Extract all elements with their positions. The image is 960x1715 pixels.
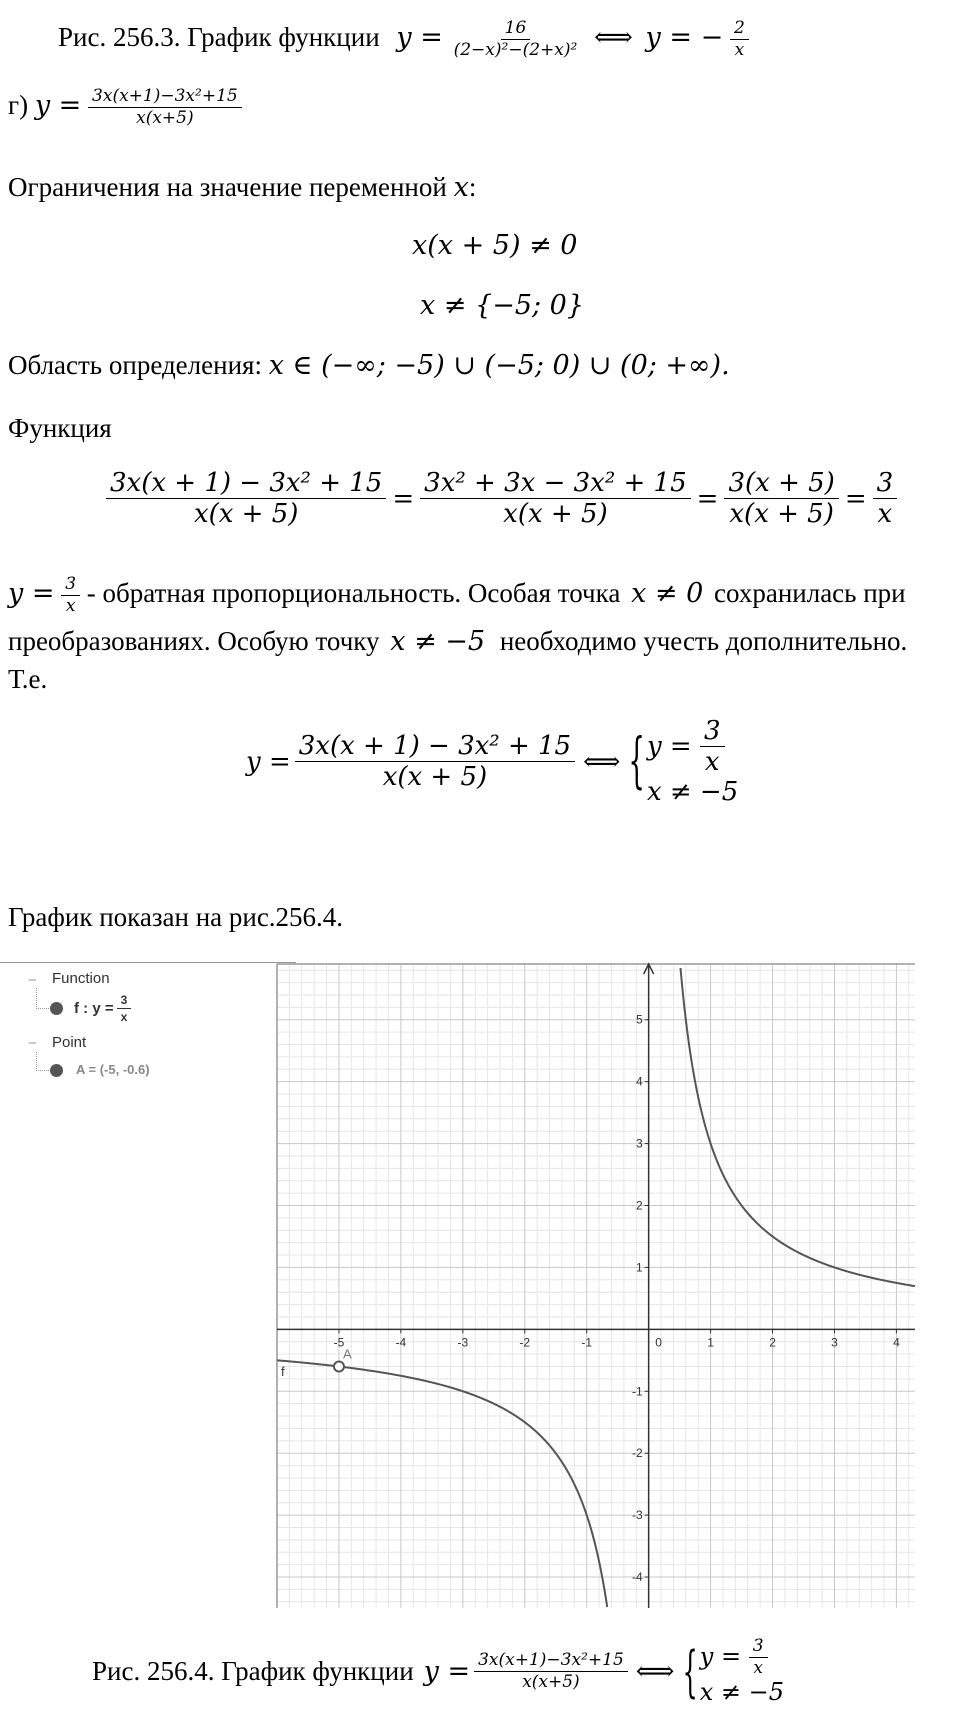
fraction-denominator: x xyxy=(65,595,76,616)
fraction-numerator: 3 xyxy=(117,994,132,1009)
y-tick-label: 5 xyxy=(635,1012,643,1027)
x-tick-label: -5 xyxy=(333,1335,345,1350)
paragraph-math-2: x ≠ −5 xyxy=(390,626,486,657)
x-tick-label: 0 xyxy=(655,1335,662,1350)
caption-rhs: y = − xyxy=(645,22,724,54)
restriction-line-1: x(x + 5) ≠ 0 xyxy=(412,230,578,261)
caption-system-fraction xyxy=(749,1638,768,1678)
y-tick-label: 3 xyxy=(635,1136,643,1151)
fraction-numerator: 2 xyxy=(730,20,749,40)
collapse-icon[interactable]: − xyxy=(28,1035,37,1052)
caption-system-line-1 xyxy=(700,1638,784,1678)
fraction-numerator: 3x(x+1)−3x²+15 xyxy=(88,88,242,108)
fraction-numerator: 3 xyxy=(61,576,80,596)
paragraph-text-4: необходимо учесть дополнительно. xyxy=(499,626,908,656)
x-tick-label: 3 xyxy=(831,1335,838,1350)
system-line-1-lhs: y = xyxy=(646,731,692,762)
fraction-numerator: 3 xyxy=(873,470,898,499)
restriction-line-2: x ≠ {−5; 0} xyxy=(420,290,585,321)
plot-area xyxy=(277,964,915,1608)
equiv-sign: ⟺ xyxy=(594,22,633,54)
function-header: Function xyxy=(52,970,110,987)
fraction-denominator: x(x+5) xyxy=(522,1671,580,1692)
caption-256-4 xyxy=(92,1638,784,1706)
fraction-numerator: 3 xyxy=(749,1638,768,1658)
paragraph-math-1: x ≠ 0 xyxy=(631,578,704,610)
equiv-sign: ⟺ xyxy=(635,1656,675,1688)
y-tick-label: -1 xyxy=(631,1384,643,1399)
paragraph-text-3: преобразованиях. Особую точку xyxy=(8,626,380,656)
variable-x: x xyxy=(453,172,469,203)
collapse-icon[interactable]: − xyxy=(28,972,37,989)
fraction-denominator: x xyxy=(704,747,720,778)
caption-label: Рис. 256.3. График функции xyxy=(58,22,380,53)
fraction-numerator: 3x² + 3x − 3x² + 15 xyxy=(420,470,691,499)
fraction-denominator: x xyxy=(120,1009,128,1024)
colon: : xyxy=(468,172,477,202)
fraction-denominator: (2−x)²−(2+x)² xyxy=(453,39,578,60)
x-tick-label: -2 xyxy=(519,1335,531,1350)
fraction-denominator: x(x+5) xyxy=(136,107,194,128)
caption-system-line-2: x ≠ −5 xyxy=(699,1677,785,1706)
fraction-denominator: x(x + 5) xyxy=(382,762,488,793)
y-tick-label: -2 xyxy=(631,1446,643,1461)
x-tick-label: -3 xyxy=(457,1335,469,1350)
fraction-denominator: x xyxy=(734,39,745,60)
fraction-denominator: x xyxy=(877,499,893,530)
equiv-sign: ⟺ xyxy=(583,747,621,778)
system-line-2: x ≠ −5 xyxy=(646,776,739,807)
fraction-denominator: x(x + 5) xyxy=(193,499,299,530)
fraction-numerator: 3x(x+1)−3x²+15 xyxy=(474,1652,628,1672)
paragraph-text-1: - обратная пропорциональность. Особая точка xyxy=(86,578,621,609)
point-header: Point xyxy=(52,1034,87,1051)
function-entry-text: f : y = xyxy=(74,1000,114,1018)
x-tick-label: -4 xyxy=(395,1335,407,1350)
equals-sign: = xyxy=(696,484,719,515)
point-a-label: A xyxy=(342,1346,352,1362)
fraction-denominator: x xyxy=(753,1657,763,1678)
fraction-numerator: 3x(x + 1) − 3x² + 15 xyxy=(106,470,386,499)
fraction-numerator: 3 xyxy=(700,718,725,747)
fraction-denominator: x(x + 5) xyxy=(503,499,608,530)
y-tick-label: 1 xyxy=(635,1260,643,1275)
fraction-denominator: x(x + 5) xyxy=(729,499,834,530)
x-tick-label: 2 xyxy=(769,1335,776,1350)
x-tick-label: -1 xyxy=(581,1335,593,1350)
paragraph-y-eq: y = xyxy=(8,578,55,610)
graph-reference: График показан на рис.256.4. xyxy=(8,902,344,932)
y-tick-label: -3 xyxy=(631,1508,643,1523)
y-tick-label: 4 xyxy=(635,1074,643,1089)
y-tick-label: -4 xyxy=(631,1570,643,1585)
function-word: Функция xyxy=(8,413,112,443)
equals-sign: = xyxy=(392,484,415,515)
caption-lhs: y = xyxy=(396,22,443,54)
domain-expression: x ∈ (−∞; −5) ∪ (−5; 0) ∪ (0; +∞). xyxy=(268,350,730,381)
system-lhs: y = xyxy=(246,747,291,778)
curve-label: f xyxy=(281,1363,285,1379)
caption-system xyxy=(682,1638,784,1706)
paragraph-text-2: сохранилась при xyxy=(714,578,906,609)
y-tick-label: 2 xyxy=(635,1198,643,1213)
fraction-numerator: 3(x + 5) xyxy=(724,470,838,499)
caption-label: Рис. 256.4. График функции xyxy=(92,1656,414,1687)
item-label: г) xyxy=(8,90,29,121)
equals-sign: = xyxy=(844,484,867,515)
item-lhs: y = xyxy=(34,90,82,122)
x-tick-label: 1 xyxy=(707,1335,714,1350)
caption-fraction xyxy=(474,1652,628,1692)
domain-label: Область определения: xyxy=(8,350,262,380)
x-tick-label: 4 xyxy=(893,1335,900,1350)
paragraph-line-3: Т.е. xyxy=(8,664,48,694)
brace: { xyxy=(628,727,645,797)
fraction-numerator: 16 xyxy=(501,20,531,40)
fraction-numerator: 3x(x + 1) − 3x² + 15 xyxy=(295,733,575,762)
brace: { xyxy=(682,1639,698,1705)
caption-lhs: y = xyxy=(423,1656,471,1688)
caption-system-line-1-lhs: y = xyxy=(699,1642,742,1671)
point-entry[interactable]: A = (-5, -0.6) xyxy=(76,1062,150,1077)
restrictions-text: Ограничения на значение переменной xyxy=(8,172,447,202)
point-a-marker xyxy=(334,1362,344,1372)
